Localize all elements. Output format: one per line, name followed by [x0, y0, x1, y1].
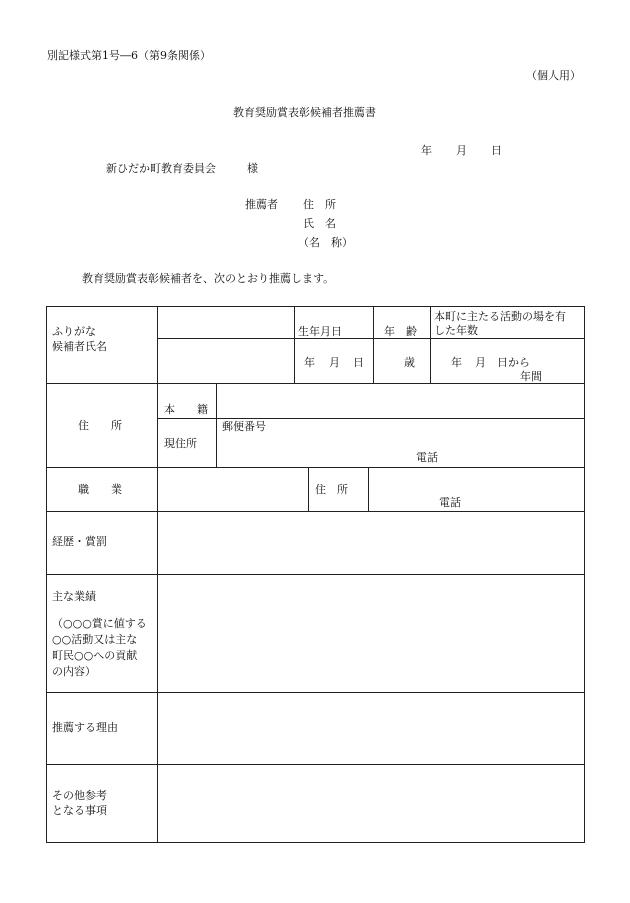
activity-from-unit: 日から — [497, 356, 530, 369]
activity-month-unit: 月 — [475, 356, 486, 369]
candidate-name-label: 候補者氏名 — [52, 340, 107, 353]
date-month: 月 — [456, 144, 467, 157]
document-title: 教育奨励賞表彰候補者推薦書 — [233, 106, 376, 119]
birth-month-unit: 月 — [329, 356, 340, 369]
usage-label: （個人用） — [526, 69, 581, 82]
furigana-label: ふりがな — [52, 325, 96, 338]
honorific: 様 — [247, 162, 258, 175]
current-address-label: 現住所 — [164, 437, 197, 450]
form-number: 別記様式第1号―6（第9条関係） — [47, 49, 211, 62]
age-unit: 歳 — [404, 356, 415, 369]
activity-years-unit: 年間 — [520, 370, 542, 383]
career-label: 経歴・賞罰 — [52, 535, 107, 548]
recommender-org-label: （名 称） — [298, 236, 353, 249]
birth-date-label: 生年月日 — [298, 325, 342, 338]
recommender-label: 推薦者 — [245, 198, 278, 211]
birth-year-unit: 年 — [304, 356, 315, 369]
date-day: 日 — [491, 144, 502, 157]
occupation-phone-label: 電話 — [439, 496, 461, 509]
honseki-label: 本 籍 — [164, 403, 208, 416]
achievements-note-4: の内容） — [52, 665, 96, 678]
other-notes-label-2: となる事項 — [52, 804, 107, 817]
birth-day-unit: 日 — [353, 356, 364, 369]
age-label: 年 齢 — [384, 325, 417, 338]
addressee: 新ひだか町教育委員会 — [106, 162, 216, 175]
activity-years-label-1: 本町に主たる活動の場を有 — [434, 310, 566, 323]
achievements-label: 主な業績 — [52, 590, 96, 603]
activity-year-unit: 年 — [451, 356, 462, 369]
activity-years-label-2: した年数 — [434, 324, 478, 337]
achievements-note-3: 町民○○への貢献 — [52, 649, 138, 662]
achievements-note-2: ○○活動又は主な — [52, 633, 138, 646]
postal-code-label: 郵便番号 — [222, 420, 266, 433]
address-phone-label: 電話 — [416, 451, 438, 464]
address-row-label: 住 所 — [78, 419, 122, 432]
date-year: 年 — [421, 144, 432, 157]
other-notes-label-1: その他参考 — [52, 789, 107, 802]
occupation-address-label: 住 所 — [315, 483, 348, 496]
recommender-address-label: 住 所 — [303, 198, 336, 211]
occupation-label: 職 業 — [78, 483, 122, 496]
intro-text: 教育奨励賞表彰候補者を、次のとおり推薦します。 — [82, 272, 335, 285]
reason-label: 推薦する理由 — [52, 721, 118, 734]
achievements-note-1: （○○○賞に値する — [52, 617, 147, 630]
recommender-name-label: 氏 名 — [303, 217, 336, 230]
